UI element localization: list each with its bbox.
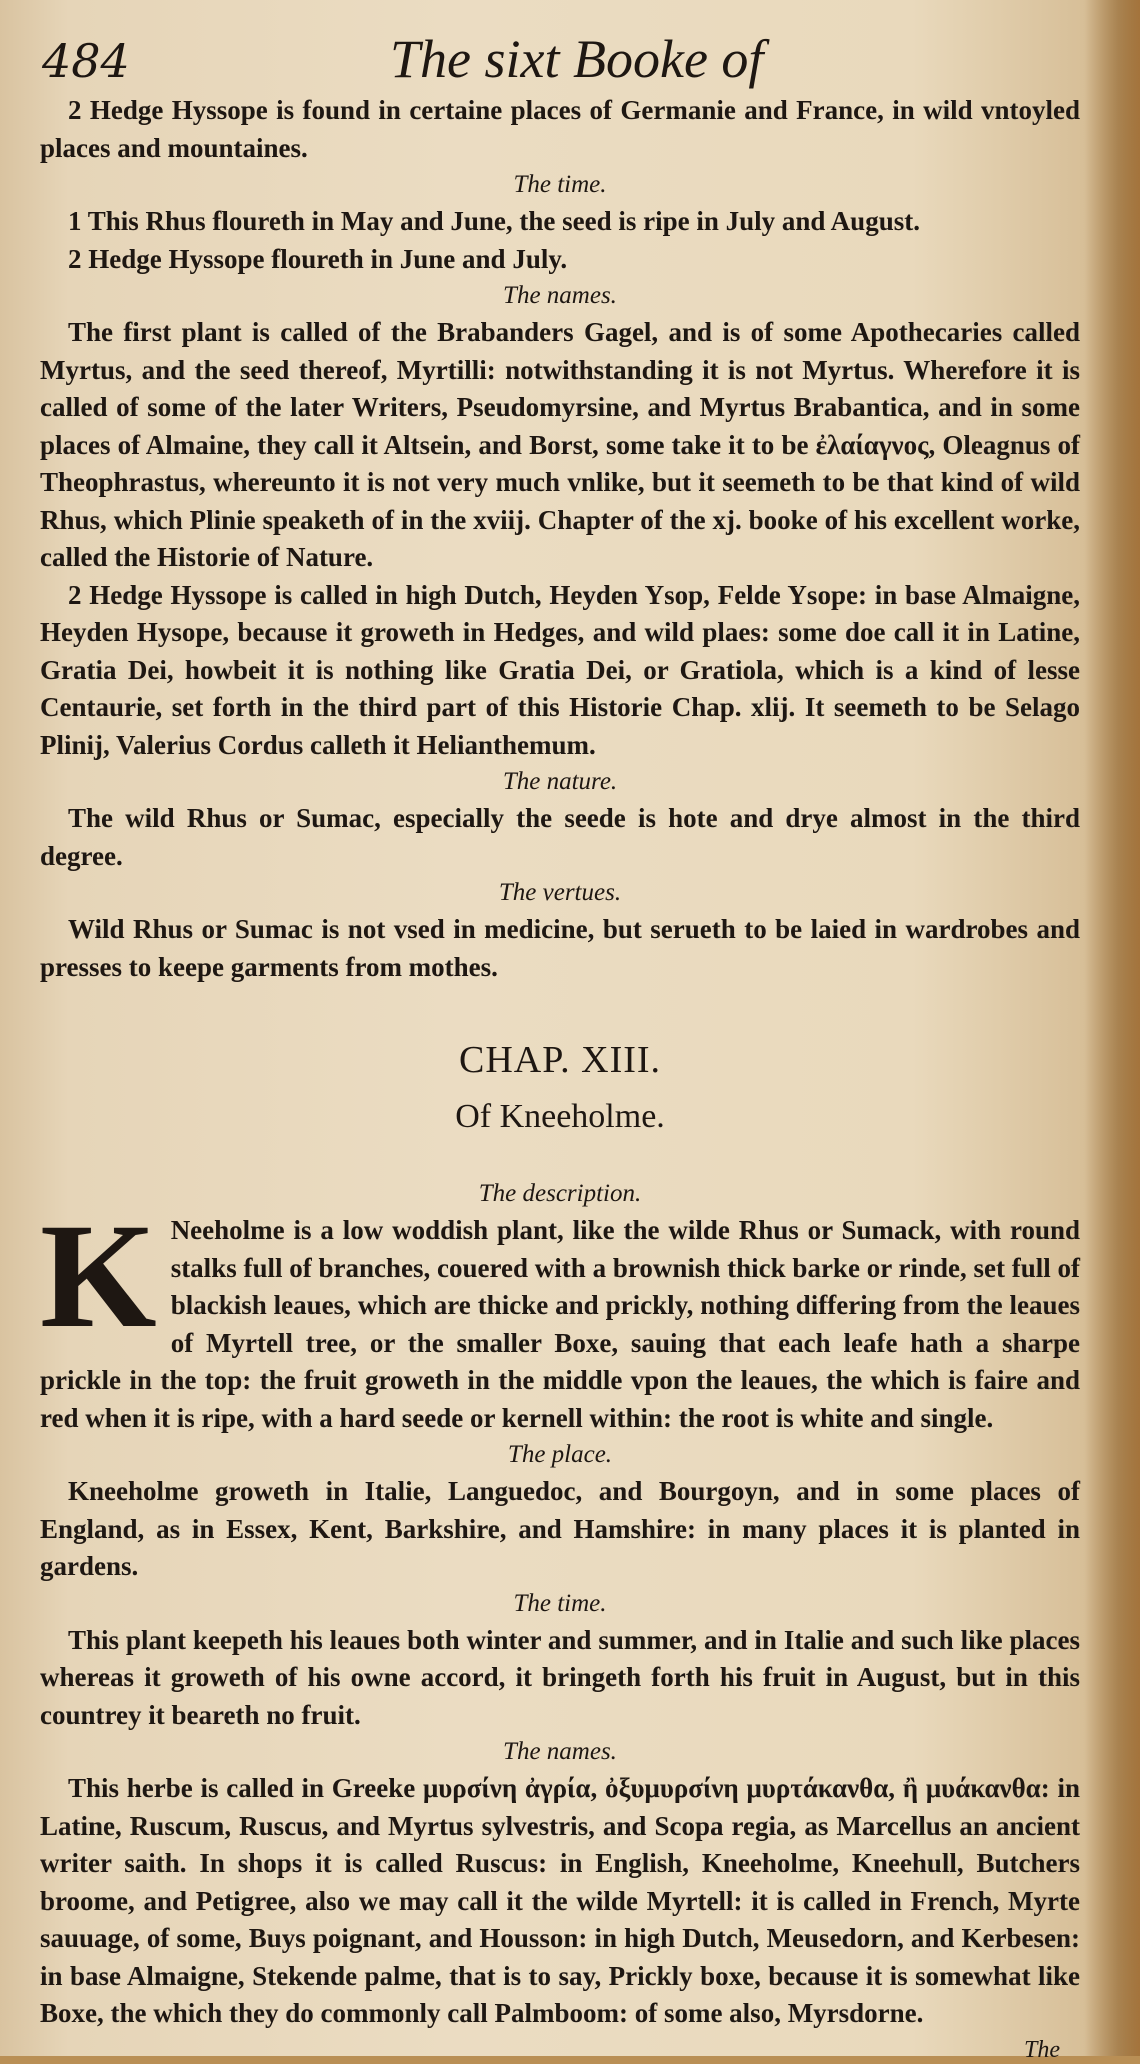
place-paragraph-2: 2 Hedge Hyssope is found in certaine places of Germanie and France, in wild vntoyled places and mountaines. (40, 95, 1080, 163)
names-paragraph-2: 2 Hedge Hyssope is called in high Dutch, Heyden Ysop, Felde Ysope: in base Almaigne, Heyden Hysope, because it groweth in Hedges, and wild plaes: some doe call it in Latine, Gratia Dei, howbeit it is nothing like Gratia Dei, or Gratiola, which is a kind of lesse Centaurie, set forth in the third part of this Historie Chap. xlij. It seemeth to be Selago Plinij, Valerius Cordus calleth it Helianthemum. (40, 579, 1080, 760)
catchword: The (1024, 2036, 1060, 2063)
place-paragraph: Kneeholme groweth in Italie, Languedoc, and Bourgoyn, and in some places of England, as in Essex, Kent, Barkshire, and Hamshire: in many places it is planted in gardens. (40, 1476, 1080, 1581)
time-heading: The time. (513, 171, 607, 198)
page-header (40, 28, 1080, 92)
description-heading: The description. (478, 1180, 642, 1207)
chapter-names-paragraph: This herbe is called in Greeke μυρσίνη ἀγρία, ὀξυμυρσίνη μυρτάκανθα, ἢ μυάκανθα: in Latine, Ruscum, Ruscus, and Myrtus sylvestris, and Scopa regia, as Marcellus an ancient writer saith. In shops it is called Ruscus: in English, Kneeholme, Kneehull, Butchers broome, and Petigree, also we may call it the wilde Myrtell: it is called in French, Myrte sauuage, of some, Buys poignant, and Housson: in high Dutch, Meusedorn, and Kerbesen: in base Almaigne, Stekende palme, that is to say, Prickly boxe, because it is somewhat like Boxe, the which they do commonly call Palmboom: of some also, Myrsdorne. (40, 1773, 1080, 2028)
place-heading: The place. (507, 1441, 613, 1468)
vertues-heading: The vertues. (498, 879, 622, 906)
vertues-paragraph: Wild Rhus or Sumac is not vsed in medicine, but serueth to be laied in wardrobes and presses to keepe garments from mothes. (40, 914, 1080, 982)
nature-paragraph: The wild Rhus or Sumac, especially the seede is hote and drye almost in the third degree. (40, 803, 1080, 871)
names-heading: The names. (503, 282, 617, 309)
nature-heading: The nature. (502, 768, 618, 795)
page-content (40, 92, 1080, 2064)
chapter-time-heading: The time. (513, 1589, 607, 1617)
names-paragraph-1: The first plant is called of the Brabanders Gagel, and is of some Apothecaries called Myrtus, and the seed thereof, Myrtilli: notwithstanding it is not Myrtus. Wherefore it is called of some of the later Writers, Pseudomyrsine, and Myrtus Brabantica, and in some places of Almaine, they call it Altsein, and Borst, some take it to be ἐλαίαγνος, Oleagnus of Theophrastus, whereunto it is not very much vnlike, but it seemeth to be that kind of wild Rhus, which Plinie speaketh of in the xviij. Chapter of the xj. booke of his excellent worke, called the Historie of Nature. (40, 317, 1080, 572)
chapter-number: CHAP. XIII. (458, 1039, 662, 1081)
page-number: 484 (42, 34, 130, 88)
page-edge-shadow (1085, 0, 1140, 2056)
running-title: The sixt Booke of (390, 29, 764, 89)
chapter-names-heading: The names. (503, 1738, 617, 1765)
time-paragraph-2: 2 Hedge Hyssope floureth in June and July. (68, 243, 568, 274)
drop-cap: K (40, 1193, 157, 1359)
time-paragraph-1: 1 This Rhus floureth in May and June, the seed is ripe in July and August. (68, 206, 920, 236)
chapter-title: Of Kneeholme. (455, 1098, 665, 1135)
description-paragraph: Neeholme is a low woddish plant, like the wilde Rhus or Sumack, with round stalks full of branches, couered with a brownish thick barke or rinde, set full of blackish leaues, which are thicke and prickly, nothing differing from the leaues of Myrtell tree, or the smaller Boxe, sauing that each leafe hath a sharpe prickle in the top: the fruit groweth in the middle vpon the leaues, the which is faire and red when it is ripe, with a hard seede or kernell within: the root is white and single. (40, 1215, 1080, 1433)
chapter-time-paragraph: This plant keepeth his leaues both winter and summer, and in Italie and such like places whereas it groweth of his owne accord, it bringeth forth his fruit in August, but in this countrey it beareth no fruit. (40, 1624, 1080, 1730)
